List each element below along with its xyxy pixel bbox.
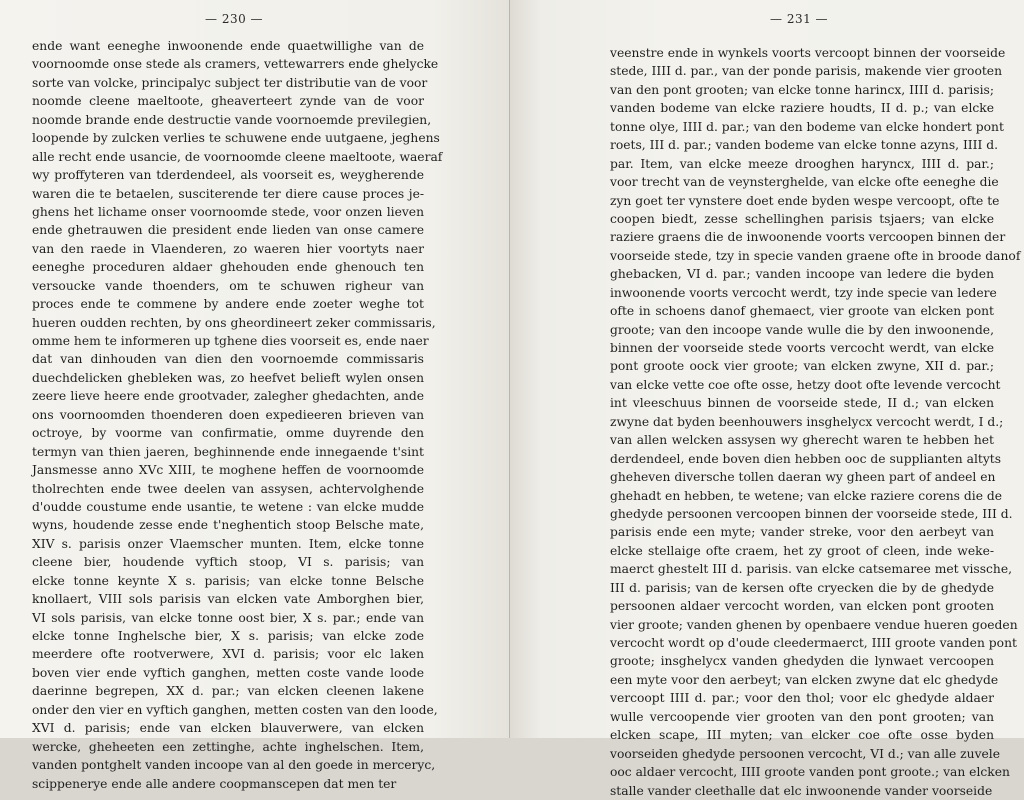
text-line: wercke, gheheeten een zettinghe, achte inghelschen. Item,: [32, 739, 424, 754]
text-line: ooc aldaer vercocht, IIII groote vanden pont groote.; van elcken: [610, 765, 1010, 780]
text-line: loopende by zulcken verlies te schuwene ende uutgaene, jeghens: [32, 131, 440, 146]
text-line: wulle vercoopende vier grooten van den pont grooten; van: [610, 709, 994, 724]
text-line: zyn goet ter vynstere doet ende byden wespe vercoopt, ofte te: [610, 193, 1000, 208]
text-line: persoonen aldaer vercocht worden, van elcken pont grooten: [610, 599, 994, 614]
text-line: dat van dinhouden van dien den voornoemde commissaris: [32, 352, 424, 367]
text-line: een myte voor den aerbeyt; van elcken zwyne dat elc ghedyde: [610, 672, 999, 687]
text-line: wy proffyteren van tderdendeel, als voorseit es, weygherende: [32, 168, 424, 183]
text-line: termyn van thien jaeren, beghinnende ende innegaende t'sint: [32, 444, 424, 459]
text-line: van den pont grooten; van elcke tonne harincx, IIII d. parisis;: [610, 82, 994, 97]
text-line: vanden pontghelt vanden incoope van al den goede in merceryc,: [32, 758, 436, 773]
text-line: ende want eeneghe inwoonende ende quaetwillighe van de: [32, 39, 424, 53]
text-line: elcken scape, III myten; van elcker coe ofte osse byden: [610, 728, 994, 743]
text-line: maerct ghestelt III d. parisis. van elcke catsemaree met vissche,: [610, 562, 1013, 577]
text-line: van den raede in Vlaenderen, zo waeren hier voortyts naer: [32, 241, 424, 256]
text-line: groote; van den incoope vande wulle die by den inwoonende,: [610, 322, 994, 337]
text-line: van allen welcken assysen wy gherecht waren te hebben het: [610, 433, 994, 448]
text-line: ghehadt en hebben, te wetene; van elcke raziere corens die de: [610, 488, 1003, 503]
text-line: elcke tonne Inghelsche bier, X s. parisis; van elcke zode: [32, 629, 424, 643]
text-line: zwyne dat byden beenhouwers insghelycx vercocht werdt, I d.;: [610, 414, 1004, 429]
text-line: derdendeel, ende boven dien hebben ooc de supplianten altyts: [610, 451, 1002, 466]
text-line: waren die te betaelen, susciterende ter diere cause proces je-: [32, 186, 424, 201]
text-line: VI sols parisis, van elcke tonne oost bier, X s. par.; ende van: [32, 610, 424, 625]
left-page-text: [32, 37, 443, 793]
text-line: pont groote oock vier groote; van elcken zwyne, XII d. par.;: [610, 359, 994, 374]
text-line: stalle vander cleethalle dat elc inwoonende vander voorseide: [610, 783, 993, 798]
text-line: wyns, houdende zesse ende t'neghentich stoop Belsche mate,: [32, 518, 424, 533]
text-line: vier groote; vanden ghenen by openbaere vendue hueren goeden: [610, 617, 1018, 632]
text-line: noomde cleene maeltoote, gheaverteert zynde van de voor: [32, 94, 424, 109]
text-line: alle recht ende usancie, de voornoomde cleene maeltoote, waeraf: [32, 149, 443, 164]
text-line: versoucke vande thoenders, om te schuwen righeur van: [32, 278, 424, 293]
text-line: voor trecht van de veynsterghelde, van elcke ofte eeneghe die: [610, 175, 999, 190]
text-line: par. Item, van elcke meeze drooghen haryncx, IIII d. par.;: [610, 156, 994, 171]
text-line: zeere lieve heere ende grootvader, zalegher ghedachten, ande: [32, 389, 424, 404]
text-line: tonne olye, IIII d. par.; van den bodeme van elcke hondert pont: [610, 119, 1004, 134]
text-line: vercoopt IIII d. par.; voor den thol; voor elc ghedyde aldaer: [610, 691, 994, 706]
text-line: voorseide stede, tzy in specie vanden graene ofte in broode danof: [610, 248, 1021, 263]
text-line: vanden bodeme van elcke raziere houdts, II d. p.; van elcke: [610, 101, 994, 116]
text-line: cleene bier, houdende vyftich stoop, VI s. parisis; van: [32, 555, 424, 570]
text-line: roets, III d. par.; vanden bodeme van elcke tonne azyns, IIII d.: [610, 138, 999, 153]
text-line: elcke stellaige ofte craem, het zy groot of cleen, inde weke-: [610, 543, 994, 558]
text-line: tholrechten ende twee deelen van assysen, achtervolghende: [32, 481, 424, 496]
right-page-text: [610, 44, 1021, 800]
text-line: int vleeschuus binnen de voorseide stede, II d.; van elcken: [610, 396, 994, 411]
text-line: scippenerye ende alle andere coopmanscepen dat men ter: [32, 776, 397, 791]
text-line: eeneghe proceduren aldaer ghehouden ende ghenouch ten: [32, 260, 424, 275]
text-line: parisis ende een myte; vander streke, voor den aerbeyt van: [610, 525, 994, 540]
right-page: [510, 0, 1024, 798]
text-line: ons voornoomden thoenderen doen expedieeren brieven van: [32, 407, 424, 422]
text-line: inwoonende voorts vercocht werdt, tzy inde specie van ledere: [610, 285, 997, 300]
text-line: groote; insghelycx vanden ghedyden die lynwaet vercoopen: [610, 654, 994, 669]
left-page: [0, 0, 510, 791]
text-line: onder den vier en vyftich ganghen, metten costen van den loode,: [32, 702, 438, 717]
text-line: ghebacken, VI d. par.; vanden incoope van ledere die byden: [610, 267, 994, 282]
text-line: ende ghetrauwen die president ende lieden van onse camere: [32, 223, 424, 238]
text-line: omme hem te informeren up tghene dies voorseit es, ende naer: [32, 334, 429, 348]
text-line: noomde brande ende destructie vande voornoemde previlegien,: [32, 112, 432, 127]
text-line: raziere graens die de inwoonende voorts vercoopen binnen der: [610, 230, 1006, 245]
text-line: boven vier ende vyftich ganghen, metten coste vande loode: [32, 665, 424, 680]
text-line: elcke tonne keynte X s. parisis; van elcke tonne Belsche: [32, 573, 424, 588]
text-line: ghens het lichame onser voornoomde stede, voor onzen lieven: [32, 204, 424, 219]
text-line: meerdere ofte rootverwere, XVI d. parisis; voor elc laken: [32, 647, 424, 662]
text-line: proces ende te commene by andere ende zoeter weghe tot: [32, 297, 424, 312]
text-line: veenstre ende in wynkels voorts vercoopt binnen der voorseide: [610, 46, 1006, 60]
text-line: d'oudde coustume ende usantie, te wetene : van elcke mudde: [32, 499, 424, 514]
text-line: duechdelicken ghebleken was, zo heefvet belieft wylen onsen: [32, 370, 424, 385]
right-page-number: — 231 —: [770, 12, 829, 26]
text-line: XIV s. parisis onzer Vlaemscher munten. Item, elcke tonne: [32, 536, 424, 551]
text-line: daerinne begrepen, XX d. par.; van elcken cleenen lakene: [32, 684, 424, 699]
text-line: coopen biedt, zesse schellinghen parisis tsjaers; van elcke: [610, 211, 994, 226]
text-line: knollaert, VIII sols parisis van elcken vate Amborghen bier,: [32, 592, 424, 607]
text-line: Jansmesse anno XVc XIII, te moghene heffen de voornoomde: [32, 463, 424, 478]
text-line: voorseiden ghedyde persoonen vercocht, VI d.; van alle zuvele: [610, 746, 1001, 761]
text-line: vercocht wordt op d'oude cleedermaerct, IIII groote vanden pont: [610, 636, 1017, 650]
text-line: XVI d. parisis; ende van elcken blauverwere, van elcken: [32, 721, 424, 736]
text-line: gheheven diversche tollen daeran wy gheen part of andeel en: [610, 470, 996, 485]
text-line: sorte van volcke, principalyc subject ter distributie van de voor: [32, 75, 428, 90]
text-line: hueren oudden rechten, by ons gheordineert zeker commissaris,: [32, 315, 436, 330]
text-line: III d. parisis; van de kersen ofte cryecken die by de ghedyde: [610, 580, 994, 595]
left-page-number: — 230 —: [205, 12, 264, 26]
text-line: stede, IIII d. par., van der ponde parisis, makende vier grooten: [610, 64, 1002, 79]
text-line: van elcke vette coe ofte osse, hetzy doot ofte levende vercocht: [610, 377, 1001, 392]
text-line: ofte in schoens danof ghemaect, vier groote van elcken pont: [610, 304, 994, 319]
text-line: voornoomde onse stede als cramers, vettewarrers ende ghelycke: [32, 57, 439, 72]
text-line: octroye, by voorme van confirmatie, omme duyrende den: [32, 426, 424, 441]
text-line: ghedyde persoonen vercoopen binnen der voorseide stede, III d.: [610, 506, 1013, 521]
text-line: binnen der voorseide stede voorts vercocht werdt, van elcke: [610, 341, 994, 355]
